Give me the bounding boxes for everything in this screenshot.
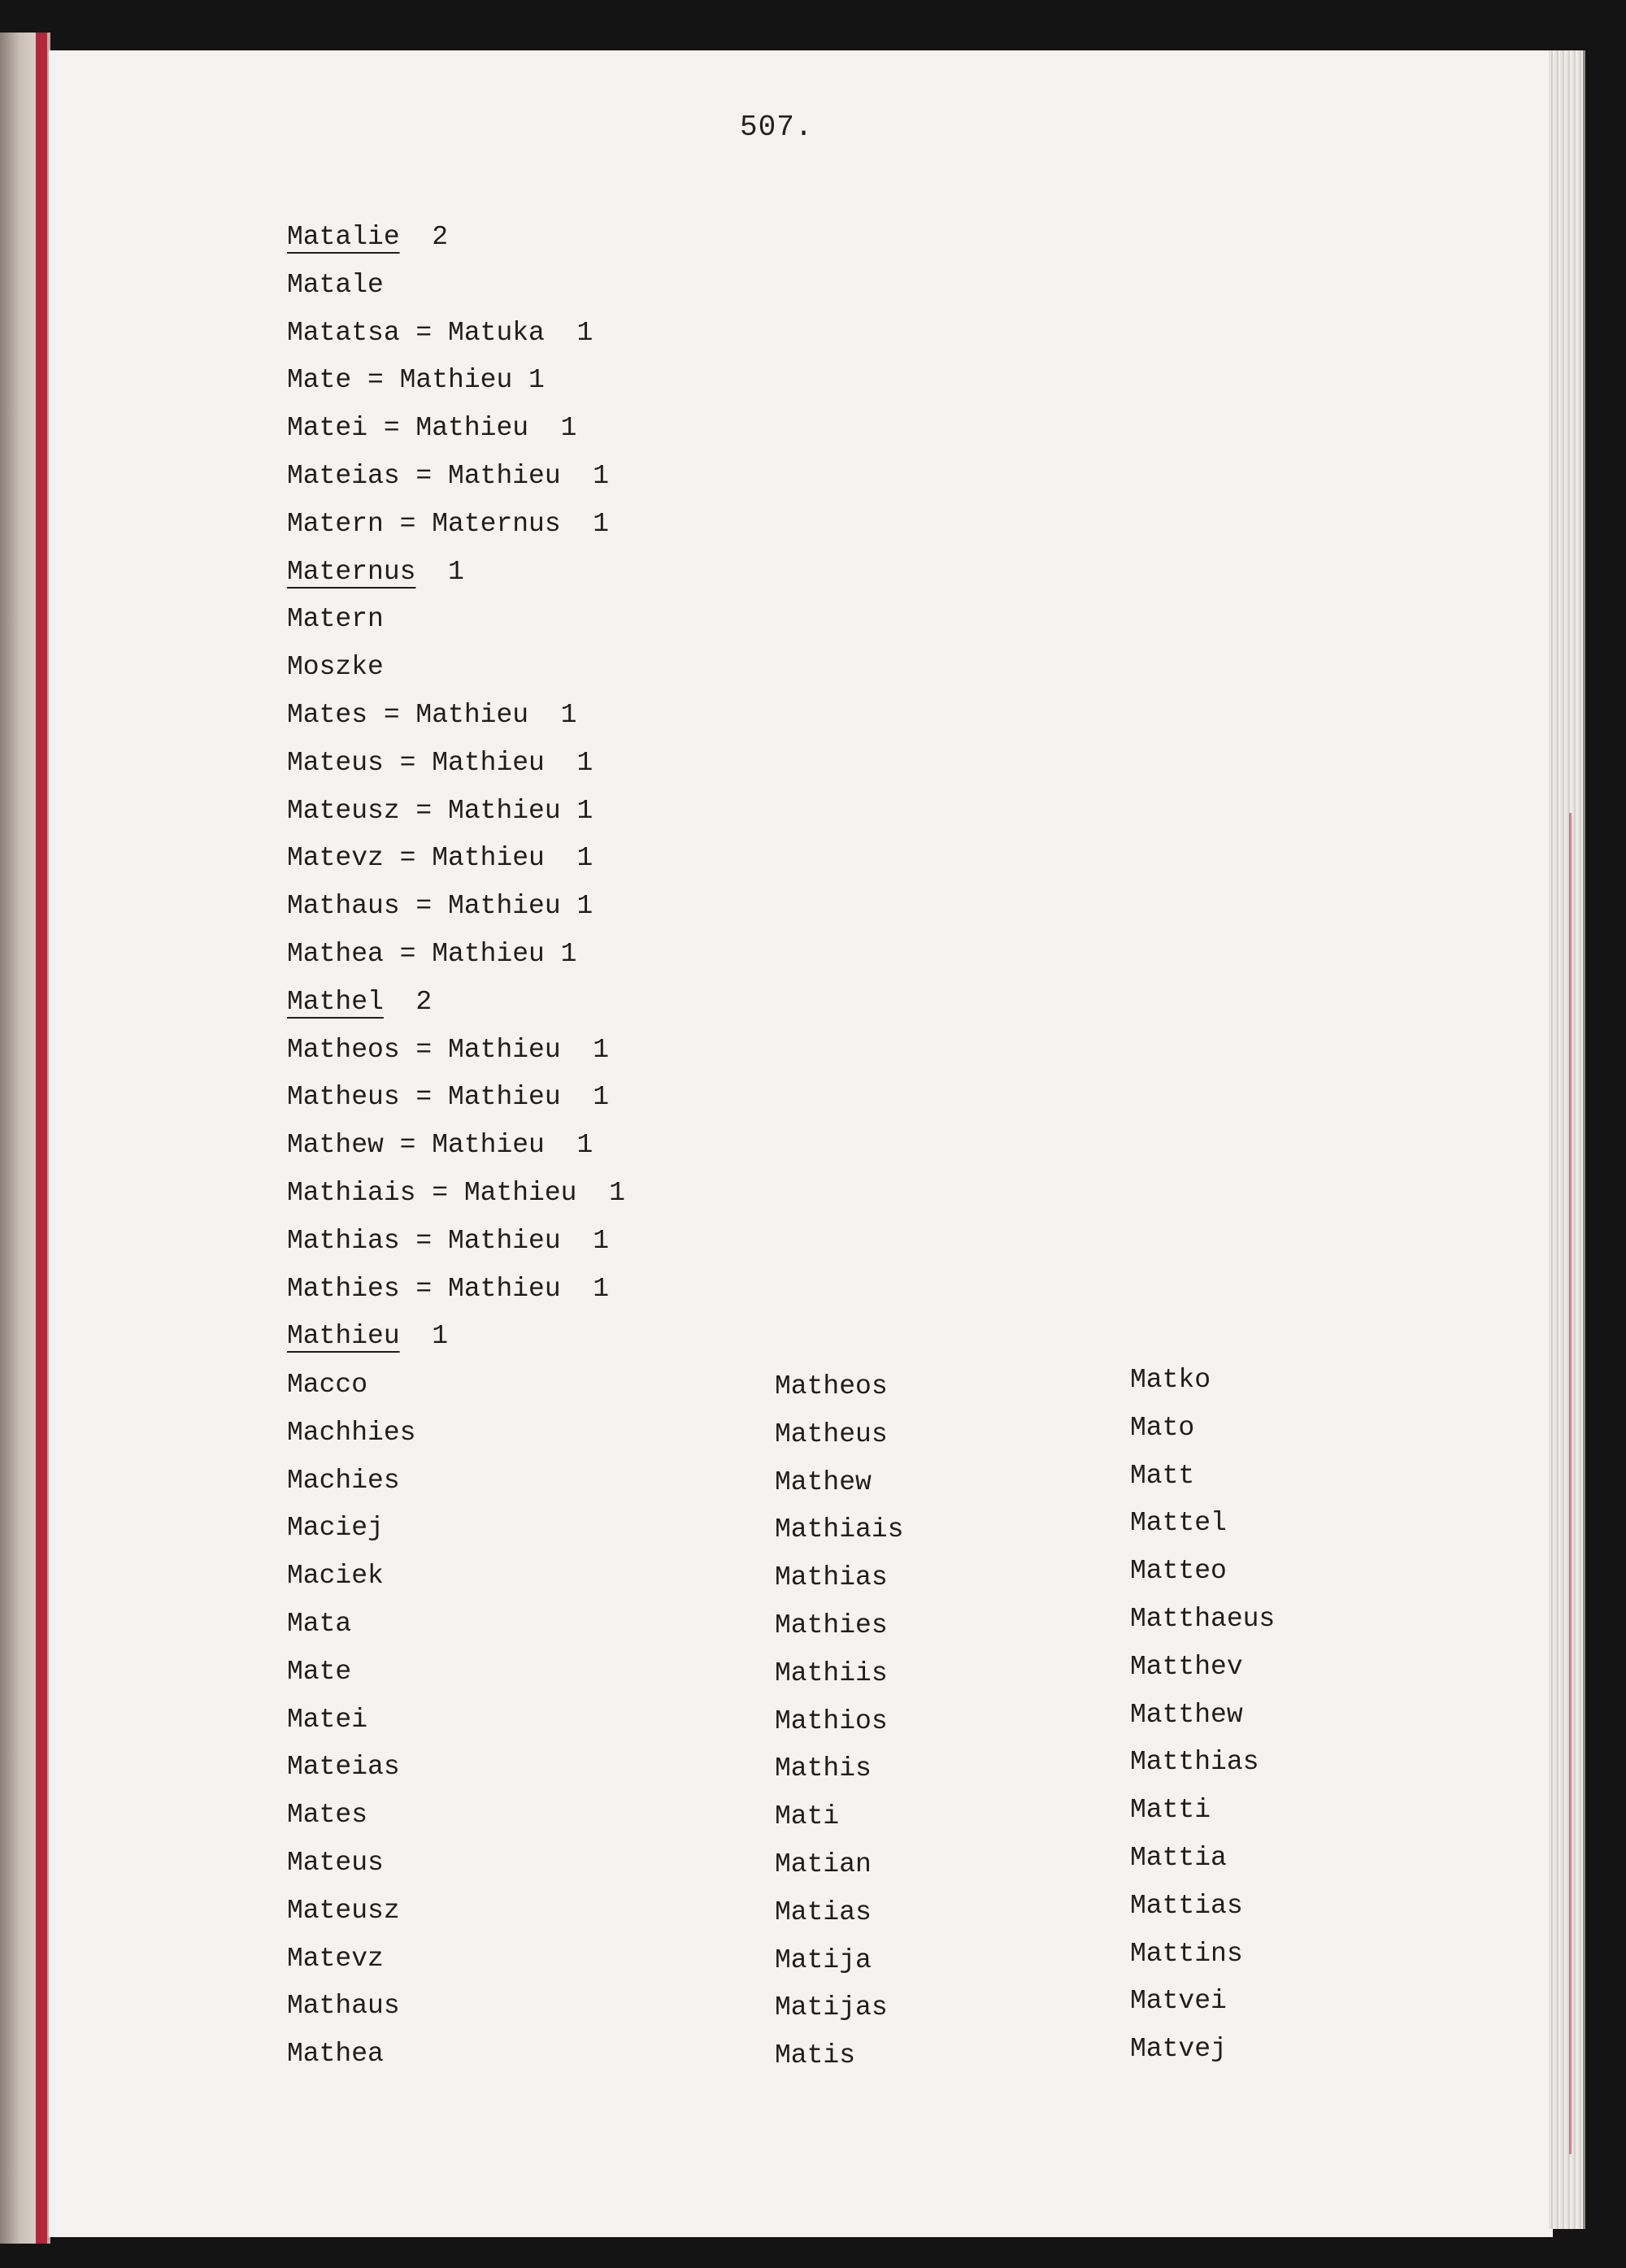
variant-name: Mato xyxy=(1130,1412,1195,1443)
entry-line xyxy=(287,1129,593,1162)
entry-count: 1 xyxy=(512,365,545,396)
variant-name: Mathios xyxy=(775,1705,888,1736)
variant-name: Mateusz xyxy=(287,1895,400,1926)
entry-line xyxy=(287,460,609,493)
entry-count: 1 xyxy=(399,1321,449,1352)
entry-name: Mateusz = Mathieu xyxy=(287,795,561,826)
variant-name: Matvei xyxy=(1130,1986,1227,2017)
variant-name: Matt xyxy=(1130,1460,1195,1491)
entry-name: Mathiais = Mathieu xyxy=(287,1178,577,1208)
variant-name: Matevz xyxy=(287,1943,384,1974)
entry-name: Matheos = Mathieu xyxy=(287,1034,561,1065)
entry-line xyxy=(287,938,576,971)
variant-name: Matias xyxy=(775,1897,872,1927)
variant-name: Matian xyxy=(775,1849,872,1879)
variant-name: Matthaeus xyxy=(1130,1604,1276,1634)
entry-name: Mates = Mathieu xyxy=(287,700,529,730)
entry-count: 1 xyxy=(415,556,464,587)
variant-name: Matthew xyxy=(1130,1699,1243,1730)
variant-name: Mattins xyxy=(1130,1938,1243,1969)
page-edges xyxy=(1549,50,1585,2229)
variant-name: Matheus xyxy=(775,1419,888,1449)
entry-name: Mathea = Mathieu xyxy=(287,939,545,969)
entry-name: Mathel xyxy=(287,986,384,1017)
variant-name: Matthias xyxy=(1130,1747,1259,1778)
entry-count: 1 xyxy=(560,461,610,491)
variant-name: Mathew xyxy=(775,1466,872,1497)
variant-name: Machhies xyxy=(287,1417,416,1448)
variant-name: Matvej xyxy=(1130,2034,1227,2065)
entry-line xyxy=(287,795,593,828)
entry-line xyxy=(287,651,384,684)
entry-line xyxy=(287,699,576,732)
variant-name: Macco xyxy=(287,1370,368,1400)
variant-name: Matti xyxy=(1130,1795,1211,1826)
entry-name: Matalie xyxy=(287,222,400,252)
page-number: 507. xyxy=(740,111,814,144)
entry-line xyxy=(287,1273,609,1306)
entry-name: Matern xyxy=(287,604,384,635)
variant-name: Mattia xyxy=(1130,1843,1227,1873)
entry-line xyxy=(287,1320,448,1353)
entry-count: 1 xyxy=(560,1034,610,1065)
variant-name: Matheos xyxy=(775,1371,888,1401)
entry-count: 2 xyxy=(399,222,449,252)
variant-name: Machies xyxy=(287,1465,400,1496)
entry-line xyxy=(287,364,545,397)
entry-count: 1 xyxy=(560,1082,610,1113)
entry-line xyxy=(287,842,593,875)
entry-line xyxy=(287,603,384,636)
variant-name: Mathis xyxy=(775,1753,872,1784)
entry-name: Mate = Mathieu xyxy=(287,365,513,396)
entry-name: Mathias = Mathieu xyxy=(287,1225,561,1256)
variant-name: Mateus xyxy=(287,1848,384,1878)
entry-name: Matheus = Mathieu xyxy=(287,1082,561,1113)
entry-count: 1 xyxy=(528,700,577,730)
entry-line xyxy=(287,1225,609,1258)
entry-name: Mathew = Mathieu xyxy=(287,1130,545,1161)
entry-name: Matatsa = Matuka xyxy=(287,317,545,348)
entry-count: 1 xyxy=(544,1130,593,1161)
variant-name: Mathaus xyxy=(287,1991,400,2022)
entry-name: Mateus = Mathieu xyxy=(287,747,545,778)
variant-name: Matei xyxy=(287,1704,368,1735)
variant-name: Mateias xyxy=(287,1752,400,1783)
entry-name: Matei = Mathieu xyxy=(287,413,529,444)
entry-count: 1 xyxy=(560,508,610,539)
variant-name: Maciej xyxy=(287,1513,384,1544)
entry-line xyxy=(287,317,593,350)
entry-line xyxy=(287,508,609,541)
entry-count: 1 xyxy=(544,939,577,969)
entry-name: Matevz = Mathieu xyxy=(287,843,545,874)
variant-name: Mates xyxy=(287,1800,368,1831)
entry-name: Matale xyxy=(287,269,384,300)
variant-name: Mati xyxy=(775,1801,840,1832)
entry-count: 1 xyxy=(544,317,593,348)
entry-count: 1 xyxy=(560,795,593,826)
entry-name: Mathies = Mathieu xyxy=(287,1273,561,1304)
entry-name: Moszke xyxy=(287,652,384,683)
entry-name: Maternus xyxy=(287,556,416,587)
entry-line xyxy=(287,890,593,923)
entry-line xyxy=(287,269,384,302)
entry-line xyxy=(287,412,576,445)
page-edge-marking xyxy=(1569,813,1572,2154)
variant-name: Matija xyxy=(775,1944,872,1975)
variant-name: Mathies xyxy=(775,1610,888,1640)
entry-line xyxy=(287,986,432,1019)
book-spine-binding xyxy=(36,33,47,2244)
entry-count: 1 xyxy=(544,747,593,778)
entry-count: 1 xyxy=(560,1225,610,1256)
variant-name: Mata xyxy=(287,1609,352,1639)
variant-name: Mathias xyxy=(775,1562,888,1593)
variant-name: Mate xyxy=(287,1656,352,1687)
entry-count: 1 xyxy=(576,1178,625,1208)
entry-name: Mathieu xyxy=(287,1321,400,1352)
variant-name: Matteo xyxy=(1130,1556,1227,1587)
entry-name: Mathaus = Mathieu xyxy=(287,891,561,922)
entry-count: 1 xyxy=(560,891,593,922)
variant-name: Mathiais xyxy=(775,1514,904,1545)
entry-name: Matern = Maternus xyxy=(287,508,561,539)
entry-name: Mateias = Mathieu xyxy=(287,461,561,491)
variant-name: Matis xyxy=(775,2040,856,2071)
variant-name: Mattel xyxy=(1130,1508,1227,1539)
entry-count: 1 xyxy=(528,413,577,444)
entry-line xyxy=(287,1081,609,1114)
entry-line xyxy=(287,1177,625,1210)
entry-line xyxy=(287,1034,609,1067)
variant-name: Mathea xyxy=(287,2039,384,2070)
entry-line xyxy=(287,556,464,589)
entry-count: 2 xyxy=(383,986,433,1017)
entry-count: 1 xyxy=(560,1273,610,1304)
entry-count: 1 xyxy=(544,843,593,874)
variant-name: Matthev xyxy=(1130,1651,1243,1682)
entry-line xyxy=(287,747,593,780)
variant-name: Matijas xyxy=(775,1992,888,2023)
variant-name: Mattias xyxy=(1130,1890,1243,1921)
variant-name: Maciek xyxy=(287,1561,384,1592)
variant-name: Matko xyxy=(1130,1365,1211,1395)
entry-line xyxy=(287,221,448,254)
variant-name: Mathiis xyxy=(775,1658,888,1688)
